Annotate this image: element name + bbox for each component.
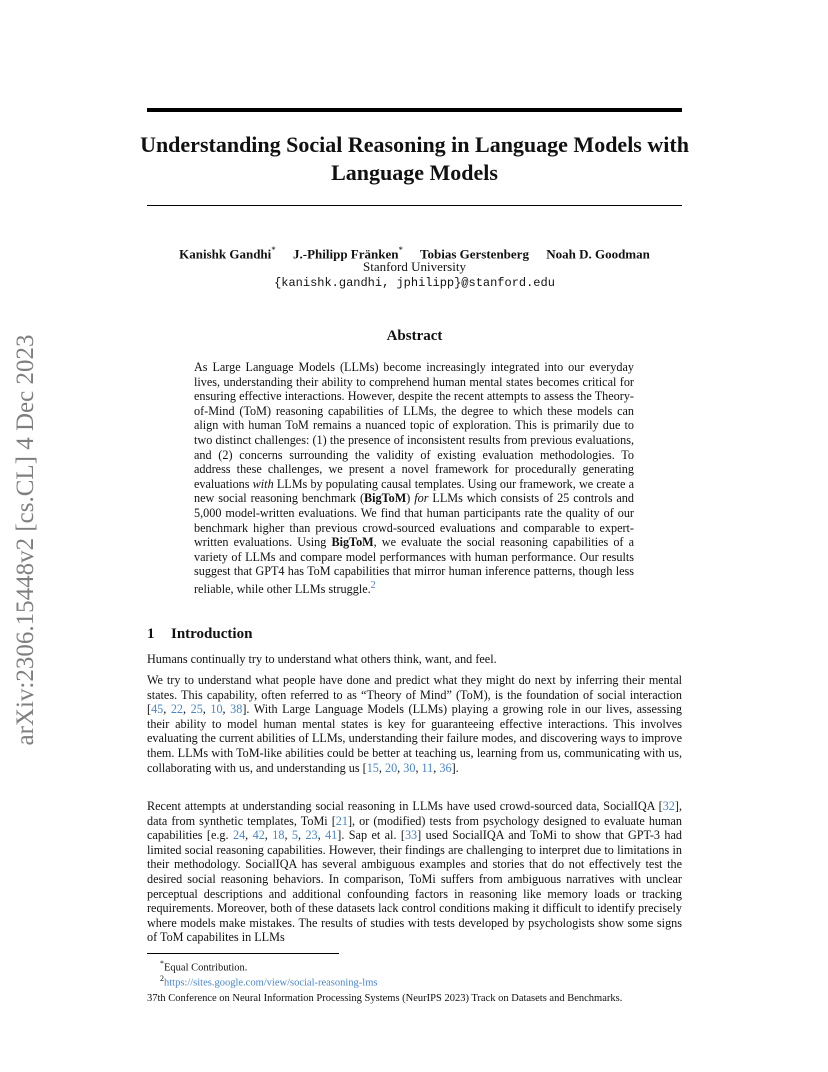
citation-link[interactable]: 20: [384, 760, 398, 775]
citation-link[interactable]: 22: [170, 702, 184, 717]
footnote-1: *Equal Contribution.: [160, 959, 248, 974]
section-number: 1: [147, 626, 155, 642]
citation-link[interactable]: 15: [366, 760, 379, 775]
citation-link[interactable]: 5: [291, 828, 298, 843]
citation-link[interactable]: 24: [232, 828, 246, 843]
citation-link[interactable]: 38: [230, 702, 243, 717]
conference-venue: 37th Conference on Neural Information Processing Systems (NeurIPS 2023) Track on Datasets and Benchmarks.: [147, 993, 623, 1004]
section-title: Introduction: [171, 626, 253, 642]
author-affiliation: Stanford University: [363, 259, 466, 274]
author-name: Kanishk Gandhi: [179, 246, 272, 262]
section-heading-introduction: [147, 624, 682, 644]
citation-link[interactable]: 11: [421, 760, 434, 775]
citation-link[interactable]: 21: [335, 813, 348, 828]
arxiv-identifier: arXiv:2306.15448v2 [cs.CL] 4 Dec 2023: [12, 334, 39, 746]
author-name: J.-Philipp Fränken: [293, 246, 399, 262]
citation-link[interactable]: 41: [325, 828, 338, 843]
footnote-url-link[interactable]: https://sites.google.com/view/social-reasoning-lms: [164, 977, 378, 989]
citation-link[interactable]: 30: [403, 760, 416, 775]
citation-link[interactable]: 33: [404, 828, 418, 843]
author-name: Noah D. Goodman: [546, 246, 650, 262]
citation-link[interactable]: 25: [190, 702, 203, 717]
intro-paragraph-1: Humans continually try to understand what others think, want, and feel.: [147, 652, 497, 666]
footnote-rule: [147, 953, 339, 954]
author-email: {kanishk.gandhi, jphilipp}@stanford.edu: [274, 276, 555, 290]
citation-link[interactable]: 36: [439, 760, 452, 775]
author-mark: *: [271, 245, 276, 255]
footnote-2: $^2$https://sites.google.com/view/social-reasoning-lms: [160, 974, 378, 989]
citation-link[interactable]: 18: [272, 828, 285, 843]
citation-link[interactable]: 32: [662, 799, 675, 813]
intro-paragraph-2: We try to understand what people have done and predict what they might do next by inferring their mental states. This capability, often referred to as “Theory of Mind” (ToM), is the foundation of social interaction [45, 22, 25, 10, 38]. With Large Language Models (LLMs) playing a growing role in our lives, assessing their ability to model human mental states is key for guaranteeing effective interactions. This involves evaluating the current abilities of LLMs, understanding their failure modes, and discovering ways to improve them. LLMs with ToM-like abilities could be better at teaching us, learning from us, communicating with us, collaborating with us, and understanding us [15, 20, 30, 11, 36].: [147, 673, 683, 775]
author-mark: *: [398, 245, 403, 255]
title-top-rule: [147, 108, 682, 112]
intro-paragraph-3: Recent attempts at understanding social reasoning in LLMs have used crowd-sourced data, SocialIQA [32], data from synthetic templates, ToMi [21], or (modified) tests from psychology designed to evaluate human capabilities [e.g. 24, 42, 18, 5, 23, 41]. Sap et al. [33] used SocialIQA and ToMi to show that GPT-3 had limited social reasoning capabilities. However, their findings are challenging to interpret due to limitations in their methodology. SocialIQA has several ambiguous examples and stories that do not effectively test the desired social reasoning behaviors. In comparison, ToMi suffers from ambiguous narratives with unclear perceptual descriptions and additional confounding factors in reasoning like memory loads or tracking requirements. Moreover, both of these datasets lack control conditions making it difficult to identify precisely where models make mistakes. The results of studies with tests developed by psychologists show some signs of ToM capabilites in LLMs: [147, 799, 683, 945]
title-bottom-rule: [147, 205, 682, 206]
paper-title: Understanding Social Reasoning in Language Models with Language Models: [140, 132, 689, 185]
author-name: Tobias Gerstenberg: [420, 246, 529, 262]
citation-link[interactable]: 10: [210, 702, 223, 717]
citation-link[interactable]: 23: [305, 828, 318, 843]
citation-link[interactable]: 45: [151, 702, 164, 717]
abstract-text: As Large Language Models (LLMs) become increasingly integrated into our everyday lives, understanding their ability to comprehend human mental states becomes critical for ensuring effective interactions. However, despite the recent attempts to assess the Theory-of-Mind (ToM) reasoning capabilities of LLMs, the degree to which these models can align with human ToM remains a nuanced topic of exploration. This is primarily due to two distinct challenges: (1) the presence of inconsistent results from previous evaluations, and (2) concerns surrounding the validity of existing evaluation methodologies. To address these challenges, we present a novel framework for procedurally generating evaluations with LLMs by populating causal templates. Using our framework, we create a new social reasoning benchmark (BigToM) for LLMs which consists of 25 controls and 5,000 model-written evaluations. We find that human participants rate the quality of our benchmark higher than previous crowd-sourced evaluations and comparable to expert-written evaluations. Using BigToM, we evaluate the social reasoning capabilities of a variety of LLMs and compare model performances with human performance. Our results suggest that GPT4 has ToM capabilities that mirror human inference patterns, though less reliable, while other LLMs struggle.$^2$: [194, 360, 634, 596]
citation-link[interactable]: 42: [252, 828, 265, 843]
abstract-heading: Abstract: [386, 328, 443, 344]
footnote-link[interactable]: 2: [370, 579, 376, 591]
